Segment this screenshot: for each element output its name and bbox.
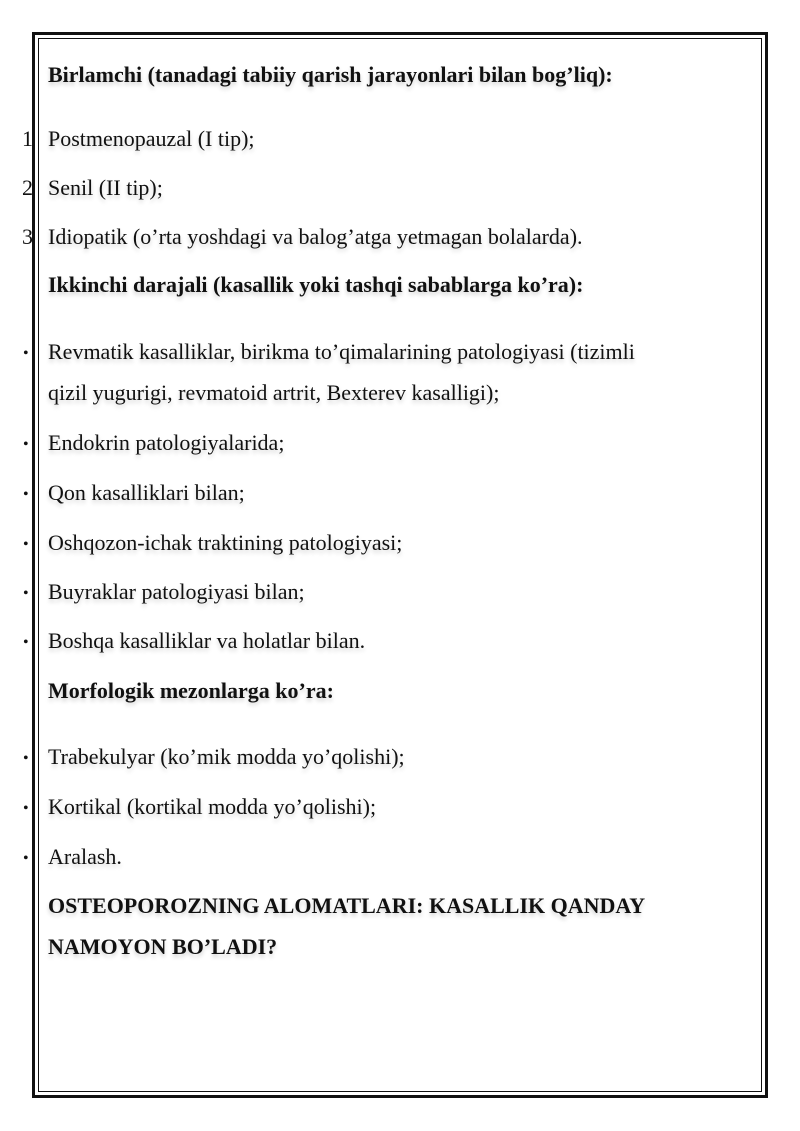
list-item: Trabekulyar (ko’mik modda yo’qolishi); bbox=[48, 744, 405, 769]
list-item: Oshqozon-ichak traktining patologiyasi; bbox=[48, 530, 403, 555]
list-item: Revmatik kasalliklar, birikma to’qimalarining patologiyasi (tizimli bbox=[48, 339, 635, 364]
bullet: • bbox=[23, 345, 29, 362]
bullet: • bbox=[23, 750, 29, 767]
list-item: Buyraklar patologiyasi bilan; bbox=[48, 579, 305, 604]
list-item: Aralash. bbox=[48, 844, 122, 869]
list-item: Senil (II tip); bbox=[48, 175, 163, 200]
list-item: Boshqa kasalliklar va holatlar bilan. bbox=[48, 628, 366, 653]
bullet: • bbox=[23, 800, 29, 817]
secondary-heading: Ikkinchi darajali (kasallik yoki tashqi sabablarga ko’ra): bbox=[48, 272, 584, 297]
section-heading: OSTEOPOROZNING ALOMATLARI: KASALLIK QANDAY bbox=[48, 893, 646, 918]
list-number: 2 bbox=[22, 175, 33, 200]
bullet: • bbox=[23, 585, 29, 602]
bullet: • bbox=[23, 486, 29, 503]
section-heading-continuation: NAMOYON BO’LADI? bbox=[48, 934, 278, 959]
list-item: Qon kasalliklari bilan; bbox=[48, 480, 245, 505]
bullet: • bbox=[23, 850, 29, 867]
list-item-continuation: qizil yugurigi, revmatoid artrit, Bexterev kasalligi); bbox=[48, 380, 500, 405]
bullet: • bbox=[23, 436, 29, 453]
bullet: • bbox=[23, 536, 29, 553]
primary-heading: Birlamchi (tanadagi tabiiy qarish jarayonlari bilan bog’liq): bbox=[48, 62, 613, 87]
list-item: Kortikal (kortikal modda yo’qolishi); bbox=[48, 794, 377, 819]
list-number: 1 bbox=[22, 126, 33, 151]
morph-heading: Morfologik mezonlarga ko’ra: bbox=[48, 678, 334, 703]
list-item: Endokrin patologiyalarida; bbox=[48, 430, 285, 455]
list-item: Idiopatik (o’rta yoshdagi va balog’atga yetmagan bolalarda). bbox=[48, 224, 583, 249]
list-number: 3 bbox=[22, 224, 33, 249]
list-item: Postmenopauzal (I tip); bbox=[48, 126, 255, 151]
bullet: • bbox=[23, 634, 29, 651]
